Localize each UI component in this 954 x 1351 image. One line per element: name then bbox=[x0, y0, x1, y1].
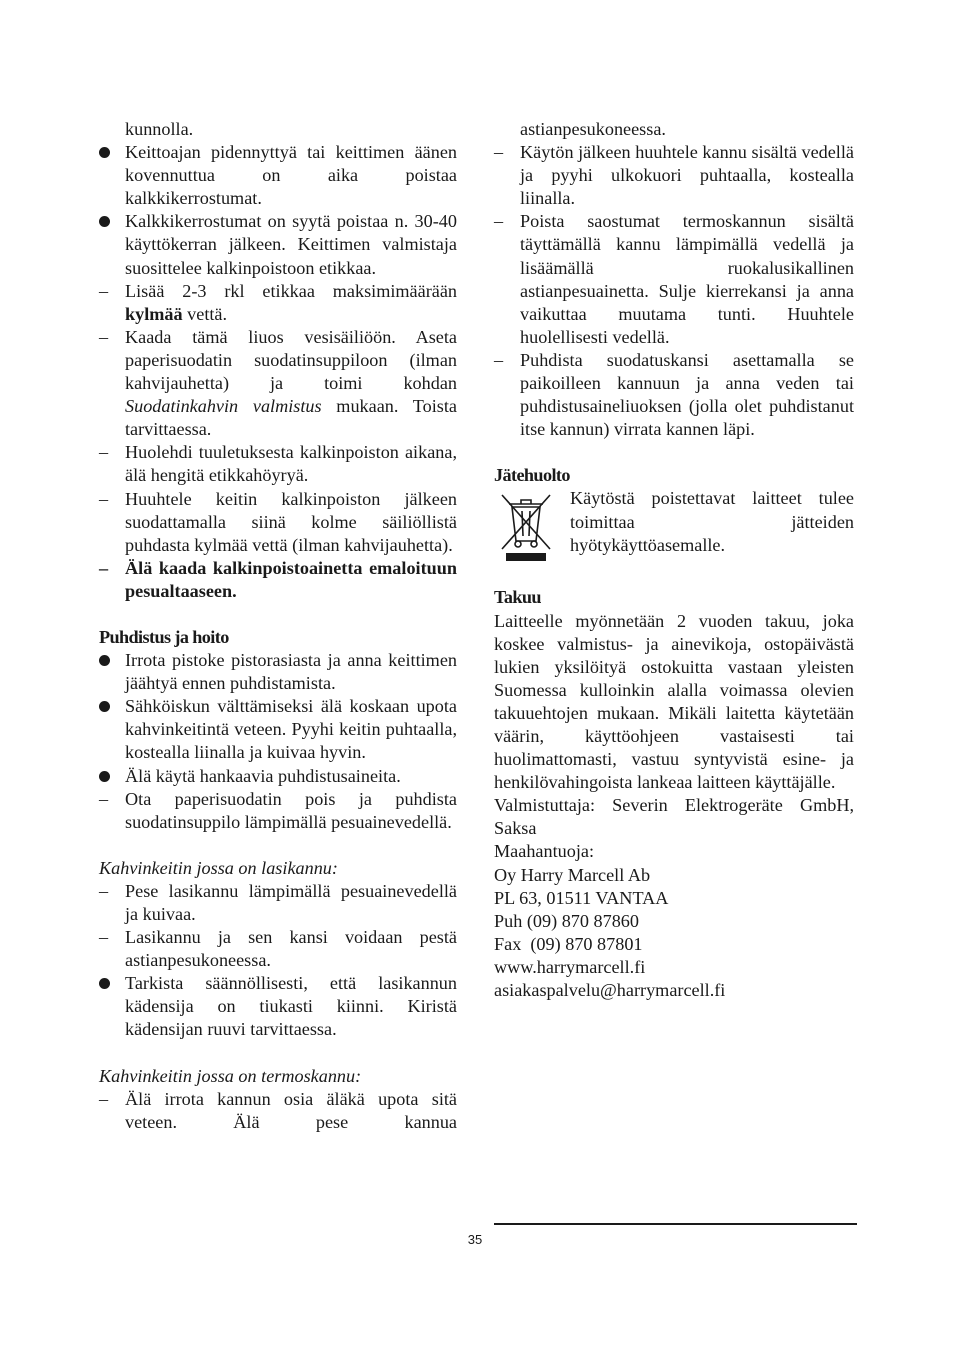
list-item: Huuhtele keitin kalkinpoiston jälkeen suodattamalla siinä kolme säiliöllistä puhdasta kylmää vettä (ilman kahvijauhetta). bbox=[125, 488, 457, 555]
section-heading-cleaning: Puhdistus ja hoito bbox=[99, 626, 229, 647]
left-column bbox=[99, 118, 457, 1134]
list-item: Puhdista suodatuskansi asettamalla se paikoilleen kannuun ja anna veden tai puhdistusaineliuoksen (jolla olet puhdistanut itse kannun) virrata kannen läpi. bbox=[520, 349, 854, 440]
warranty-text: Laitteelle myönnetään 2 vuoden takuu, joka koskee valmistus- ja ainevikoja, ostopäivästä lukien yksilöityä ostokuitta vastaan yleisten Suomessa kulloinkin alalla voimassa olevien takuuehtojen mukaan. Mikäli laitetta käytetään väärin, käyttöohjeen vastaisesti tai huolimattomasti, vastuu syntyvistä esine- ja henkilövahingoista lankeaa laitteen käyttäjälle. bbox=[494, 610, 854, 793]
right-column bbox=[494, 118, 854, 1002]
warning-item: Älä kaada kalkinpoistoainetta emaloituun pesualtaaseen. bbox=[125, 557, 457, 601]
list-continuation: astianpesukoneessa. bbox=[520, 119, 666, 139]
section-heading-waste: Jätehuolto bbox=[494, 465, 570, 486]
subheading-glass-jug: Kahvinkeitin jossa on lasikannu: bbox=[99, 857, 338, 878]
importer-label: Maahantuoja: bbox=[494, 841, 594, 862]
manufacturer-text: Valmistuttaja: Severin Elektrogeräte GmbH, Saksa bbox=[494, 795, 854, 839]
importer-phone: Puh (09) 870 87860 bbox=[494, 910, 639, 931]
importer-address: PL 63, 01511 VANTAA bbox=[494, 887, 669, 908]
list-item: Pese lasikannu lämpimällä pesuainevedellä ja kuivaa. bbox=[125, 880, 457, 924]
list-item: Kalkkikerrostumat on syytä poistaa n. 30-40 käyttökerran jälkeen. Keittimen valmistaja suosittelee kalkinpoistoon etikkaa. bbox=[125, 211, 457, 278]
list-item: Huolehdi tuuletuksesta kalkinpoiston aikana, älä hengitä etikkahöyryä. bbox=[125, 442, 457, 486]
subheading-thermo-jug: Kahvinkeitin jossa on termoskannu: bbox=[99, 1065, 362, 1086]
list-item: Käytön jälkeen huuhtele kannu sisältä vedellä ja pyyhi ulkokuori puhtaalla, kostealla liinalla. bbox=[520, 142, 854, 209]
section-heading-warranty: Takuu bbox=[494, 587, 541, 608]
importer-website: www.harrymarcell.fi bbox=[494, 956, 646, 977]
list-item: Sähköiskun välttämiseksi älä koskaan upota kahvinkeitintä veteen. Pyyhi keitin puhtaalla, kostealla liinalla ja kuivaa hyvin. bbox=[125, 696, 457, 763]
list-item: Lisää 2-3 rkl etikkaa maksimimäärään kylmää vettä. bbox=[125, 280, 457, 324]
list-item: Älä käytä hankaavia puhdistusaineita. bbox=[125, 765, 401, 786]
waste-disposal-block: Käytöstä poistettavat laitteet tulee toimittaa jätteiden hyötykäyttöasemalle. bbox=[494, 487, 854, 563]
list-item: Keittoajan pidennyttyä tai keittimen äänen kovennuttua on aika poistaa kalkkikerrostumat. bbox=[125, 142, 457, 209]
list-item: Irrota pistoke pistorasiasta ja anna keittimen jäähtyä ennen puhdistamista. bbox=[125, 650, 457, 694]
list-item: Poista saostumat termoskannun sisältä täyttämällä kannu lämpimällä vedellä ja lisäämällä ruokalusikallinen astianpesuainetta. Sulje kierrekansi ja anna vaikuttaa muutama tunti. Huuhtele huolellisesti vedellä. bbox=[520, 211, 854, 347]
list-item: Kaada tämä liuos vesisäiliöön. Aseta paperisuodatin suodatinsuppiloon (ilman kahvijauhetta) ja toimi kohdan Suodatinkahvin valmistus mukaan. Toista tarvittaessa. bbox=[125, 326, 457, 440]
list-item: Lasikannu ja sen kansi voidaan pestä astianpesukoneessa. bbox=[125, 927, 457, 971]
crossed-out-wheelie-bin-icon bbox=[498, 489, 554, 563]
importer-fax: Fax (09) 870 87801 bbox=[494, 933, 643, 954]
footer-rule bbox=[494, 1223, 857, 1225]
list-item: Ota paperisuodatin pois ja puhdista suodatinsuppilo lämpimällä pesuainevedellä. bbox=[125, 788, 457, 832]
importer-name: Oy Harry Marcell Ab bbox=[494, 864, 651, 885]
list-continuation: kunnolla. bbox=[125, 119, 194, 139]
page-number: 35 bbox=[467, 1232, 483, 1247]
list-item: Älä irrota kannun osia äläkä upota sitä veteen. Älä pese kannua bbox=[125, 1088, 457, 1132]
list-item: Tarkista säännöllisesti, että lasikannun kädensija on tiukasti kiinni. Kiristä kädensijan ruuvi tarvittaessa. bbox=[125, 973, 457, 1040]
importer-email: asiakaspalvelu@harrymarcell.fi bbox=[494, 980, 726, 1000]
